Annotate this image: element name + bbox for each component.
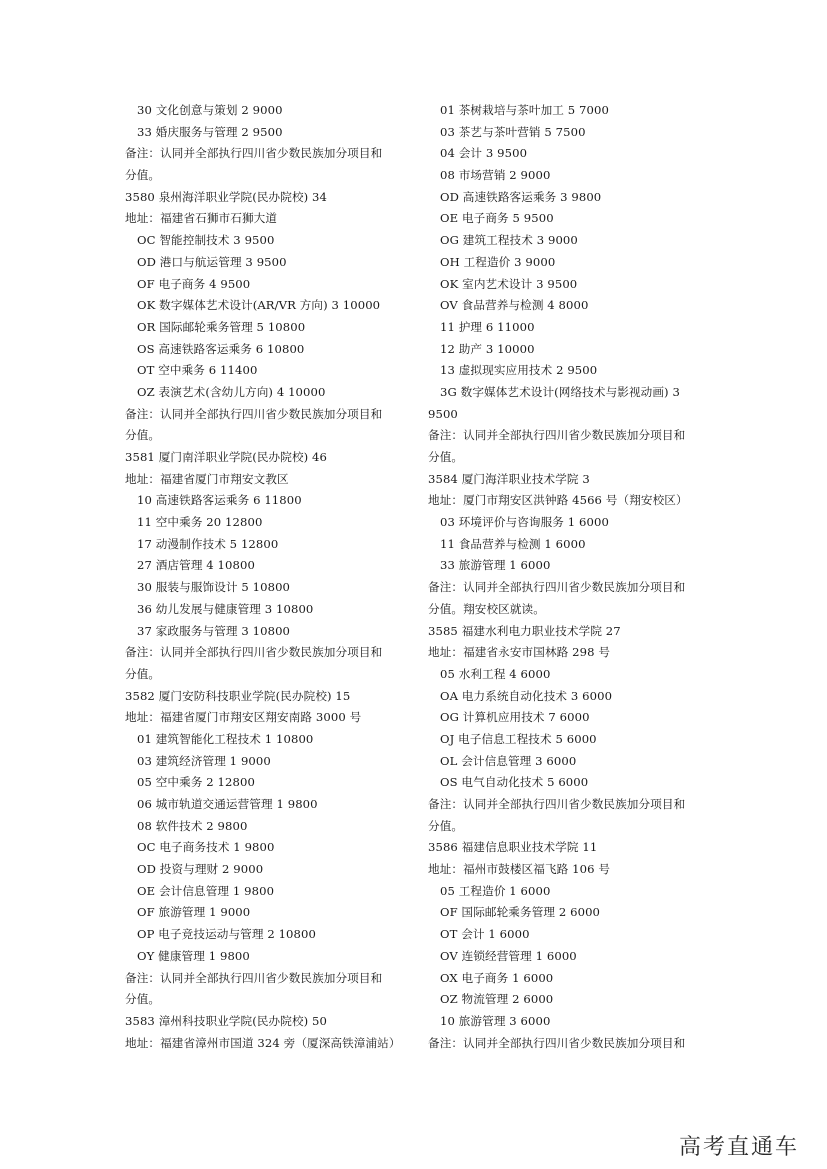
school-heading: 3581 厦门南洋职业学院(民办院校) 46 bbox=[125, 450, 328, 464]
remark-line: 分值。 bbox=[125, 168, 161, 183]
remark-line: 分值。翔安校区就读。 bbox=[428, 601, 545, 616]
major-entry: OK 室内艺术设计 3 9500 bbox=[440, 276, 578, 291]
school-heading: 3582 厦门安防科技职业学院(民办院校) 15 bbox=[125, 688, 351, 703]
school-heading: 3586 福建信息职业技术学院 11 bbox=[428, 840, 598, 855]
major-entry: OS 高速铁路客运乘务 6 10800 bbox=[137, 341, 305, 356]
major-entry: OC 智能控制技术 3 9500 bbox=[137, 233, 275, 248]
major-entry: 17 动漫制作技术 5 12800 bbox=[137, 536, 279, 551]
major-entry: OK 数字媒体艺术设计(AR/VR 方向) 3 10000 bbox=[137, 298, 381, 313]
school-heading: 3580 泉州海洋职业学院(民办院校) 34 bbox=[125, 189, 328, 204]
major-entry: 06 城市轨道交通运营管理 1 9800 bbox=[137, 797, 318, 811]
major-entry: 03 茶艺与茶叶营销 5 7500 bbox=[440, 124, 586, 139]
school-heading: 3584 厦门海洋职业技术学院 3 bbox=[428, 471, 590, 486]
major-entry: OT 空中乘务 6 11400 bbox=[137, 363, 258, 378]
address-line: 地址：福建省厦门市翔安文教区 bbox=[125, 471, 289, 486]
major-entry: OZ 物流管理 2 6000 bbox=[440, 992, 554, 1007]
remark-line: 备注：认同并全部执行四川省少数民族加分项目和 bbox=[428, 580, 686, 595]
school-heading: 3583 漳州科技职业学院(民办院校) 50 bbox=[125, 1013, 328, 1028]
major-entry: OJ 电子信息工程技术 5 6000 bbox=[440, 731, 597, 746]
major-entry: 05 工程造价 1 6000 bbox=[440, 883, 551, 898]
remark-line: 分值。 bbox=[428, 818, 464, 833]
major-entry: 01 建筑智能化工程技术 1 10800 bbox=[137, 731, 314, 746]
watermark-text: 高考直通车 bbox=[678, 1135, 799, 1160]
address-line: 地址：福州市鼓楼区福飞路 106 号 bbox=[428, 862, 611, 877]
major-entry: OE 电子商务 5 9500 bbox=[440, 211, 554, 226]
major-entry: 3G 数字媒体艺术设计(网络技术与影视动画) 3 bbox=[440, 384, 680, 399]
remark-line: 备注：认同并全部执行四川省少数民族加分项目和 bbox=[125, 146, 383, 161]
major-entry: OD 高速铁路客运乘务 3 9800 bbox=[440, 189, 602, 204]
major-entry: 05 水利工程 4 6000 bbox=[440, 666, 551, 681]
major-entry: OF 旅游管理 1 9000 bbox=[137, 905, 251, 920]
major-entry: 04 会计 3 9500 bbox=[440, 146, 528, 161]
major-entry: 11 空中乘务 20 12800 bbox=[137, 515, 263, 530]
remark-line: 备注：认同并全部执行四川省少数民族加分项目和 bbox=[125, 645, 383, 660]
remark-line: 备注：认同并全部执行四川省少数民族加分项目和 bbox=[428, 1035, 686, 1050]
major-entry: OF 国际邮轮乘务管理 2 6000 bbox=[440, 905, 601, 920]
major-entry: OP 电子竞技运动与管理 2 10800 bbox=[137, 927, 316, 942]
major-entry: 05 空中乘务 2 12800 bbox=[137, 775, 255, 790]
remark-line: 备注：认同并全部执行四川省少数民族加分项目和 bbox=[428, 797, 686, 811]
major-entry: OG 计算机应用技术 7 6000 bbox=[440, 710, 590, 725]
major-entry: OX 电子商务 1 6000 bbox=[440, 970, 554, 985]
major-entry: 37 家政服务与管理 3 10800 bbox=[137, 623, 291, 638]
major-entry: OY 健康管理 1 9800 bbox=[137, 948, 250, 963]
major-entry: OV 食品营养与检测 4 8000 bbox=[440, 298, 589, 313]
address-line: 地址：厦门市翔安区洪钟路 4566 号（翔安校区） bbox=[428, 493, 688, 508]
major-entry: OE 会计信息管理 1 9800 bbox=[137, 883, 275, 898]
major-entry: OD 港口与航运管理 3 9500 bbox=[137, 254, 287, 269]
major-entry: 30 服装与服饰设计 5 10800 bbox=[137, 580, 291, 595]
major-entry: OG 建筑工程技术 3 9000 bbox=[440, 233, 578, 248]
address-line: 地址：福建省永安市国林路 298 号 bbox=[428, 645, 611, 660]
major-entry: 33 旅游管理 1 6000 bbox=[440, 558, 551, 573]
remark-line: 备注：认同并全部执行四川省少数民族加分项目和 bbox=[428, 428, 686, 443]
major-entry: OV 连锁经营管理 1 6000 bbox=[440, 948, 577, 963]
major-entry: 03 环境评价与咨询服务 1 6000 bbox=[440, 515, 609, 530]
major-entry: 10 高速铁路客运乘务 6 11800 bbox=[137, 493, 302, 508]
major-entry: OH 工程造价 3 9000 bbox=[440, 254, 556, 269]
remark-line: 分值。 bbox=[428, 450, 464, 464]
school-heading: 3585 福建水利电力职业技术学院 27 bbox=[428, 623, 621, 638]
major-entry: 13 虚拟现实应用技术 2 9500 bbox=[440, 363, 598, 378]
remark-line: 分值。 bbox=[125, 428, 161, 443]
major-entry: OR 国际邮轮乘务管理 5 10800 bbox=[137, 319, 306, 334]
major-entry: 01 茶树栽培与茶叶加工 5 7000 bbox=[440, 103, 609, 117]
major-entry: OA 电力系统自动化技术 3 6000 bbox=[440, 688, 613, 703]
major-entry: OF 电子商务 4 9500 bbox=[137, 276, 251, 291]
remark-line: 备注：认同并全部执行四川省少数民族加分项目和 bbox=[125, 970, 383, 985]
major-entry: OT 会计 1 6000 bbox=[440, 927, 530, 942]
major-entry: OS 电气自动化技术 5 6000 bbox=[440, 775, 589, 790]
major-entry: 08 市场营销 2 9000 bbox=[440, 168, 551, 183]
major-entry: 33 婚庆服务与管理 2 9500 bbox=[137, 124, 283, 139]
major-entry: OL 会计信息管理 3 6000 bbox=[440, 753, 577, 768]
major-entry: 08 软件技术 2 9800 bbox=[137, 818, 248, 833]
major-entry: 11 食品营养与检测 1 6000 bbox=[440, 536, 586, 551]
remark-line: 分值。 bbox=[125, 992, 161, 1007]
major-entry: 10 旅游管理 3 6000 bbox=[440, 1013, 551, 1028]
major-entry: OC 电子商务技术 1 9800 bbox=[137, 840, 275, 855]
remark-line: 分值。 bbox=[125, 666, 161, 681]
address-line: 地址：福建省石狮市石狮大道 bbox=[125, 211, 278, 226]
major-entry: 30 文化创意与策划 2 9000 bbox=[137, 103, 283, 117]
left-column bbox=[125, 100, 410, 1054]
major-entry: 36 幼儿发展与健康管理 3 10800 bbox=[137, 601, 314, 616]
major-entry: 11 护理 6 11000 bbox=[440, 319, 535, 334]
major-entry: 03 建筑经济管理 1 9000 bbox=[137, 753, 271, 768]
major-entry: 12 助产 3 10000 bbox=[440, 341, 535, 356]
remark-line: 备注：认同并全部执行四川省少数民族加分项目和 bbox=[125, 406, 383, 421]
major-entry: OZ 表演艺术(含幼儿方向) 4 10000 bbox=[137, 384, 326, 399]
address-line: 地址：福建省漳州市国道 324 旁（厦深高铁漳浦站） bbox=[125, 1035, 401, 1050]
address-line: 地址：福建省厦门市翔安区翔安南路 3000 号 bbox=[125, 710, 362, 725]
right-column bbox=[428, 100, 713, 1054]
remark-line: 9500 bbox=[428, 406, 458, 421]
major-entry: 27 酒店管理 4 10800 bbox=[137, 558, 255, 573]
major-entry: OD 投资与理财 2 9000 bbox=[137, 862, 264, 877]
